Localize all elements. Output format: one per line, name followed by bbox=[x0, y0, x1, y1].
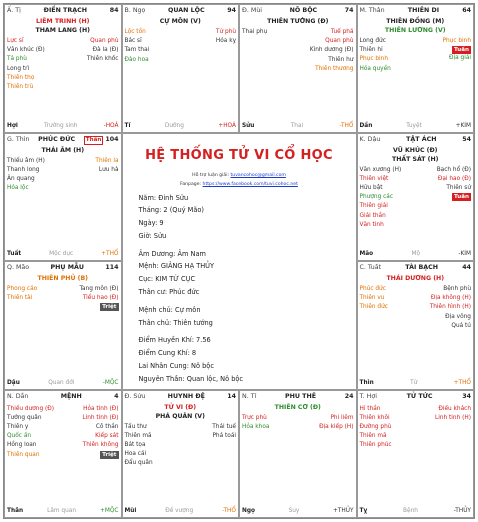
palace-name: TẬT ÁCH bbox=[406, 135, 437, 143]
minor-star: Thiên tài bbox=[7, 295, 33, 302]
info-hour: Giờ: Sửu bbox=[138, 231, 167, 240]
cell-position: N. Tí bbox=[242, 392, 257, 400]
cell-position: N. Dần bbox=[7, 392, 29, 400]
minor-stars bbox=[240, 26, 356, 74]
minor-star: Thiên đức bbox=[359, 304, 388, 311]
footer-stage: Lâm quan bbox=[47, 508, 76, 514]
minor-star: Tuế phá bbox=[330, 29, 354, 35]
palace-number: 64 bbox=[462, 7, 471, 14]
minor-star: Thiên quan bbox=[7, 451, 40, 458]
footer-stage: Mộ bbox=[411, 251, 421, 257]
triet-badge: Triệt bbox=[102, 451, 117, 458]
cell-thin[interactable] bbox=[4, 133, 122, 262]
minor-stars bbox=[123, 421, 239, 469]
footer-stage: Đế vượng bbox=[165, 508, 194, 514]
cell-position: M. Thân bbox=[359, 7, 385, 14]
minor-star: Thanh long bbox=[7, 166, 40, 173]
minor-star: Trực phù bbox=[242, 414, 267, 421]
minor-star: Thiên khốc bbox=[86, 56, 119, 63]
minor-star: Phượng các bbox=[359, 194, 394, 201]
minor-star: Địa không (H) bbox=[430, 295, 471, 302]
minor-star: Bác sĩ bbox=[124, 38, 142, 45]
triet-badge: Triệt bbox=[102, 304, 117, 311]
cell-footer bbox=[242, 122, 354, 130]
minor-star: Lộc tồn bbox=[124, 29, 146, 35]
major-star: THIÊN PHỦ (B) bbox=[37, 275, 89, 282]
cell-header bbox=[240, 5, 356, 17]
cell-dau[interactable] bbox=[357, 133, 475, 262]
minor-star: Văn xương (H) bbox=[359, 166, 402, 173]
major-star: THIÊN ĐỒNG (M) bbox=[386, 18, 445, 25]
cell-footer bbox=[7, 250, 119, 258]
cell-header bbox=[358, 391, 474, 403]
palace-number: 114 bbox=[105, 264, 119, 271]
info-nguyen-than: Nguyên Thần: Quan lộc, Nô bộc bbox=[138, 374, 244, 383]
center-info-panel bbox=[122, 133, 357, 390]
footer-element: +KIM bbox=[455, 122, 471, 129]
minor-stars bbox=[358, 35, 474, 74]
minor-star: Điếu khách bbox=[438, 405, 471, 412]
footer-branch: Tuất bbox=[7, 251, 22, 257]
palace-number: 94 bbox=[227, 7, 236, 14]
minor-star: Long trì bbox=[7, 65, 30, 72]
cell-header bbox=[5, 391, 121, 403]
major-star: THÁI DƯƠNG (H) bbox=[386, 275, 445, 282]
palace-number: 54 bbox=[462, 135, 471, 143]
support-email-link[interactable]: tuvancohoc@gmail.com bbox=[230, 172, 286, 178]
minor-star: Thiếu âm (H) bbox=[7, 157, 45, 164]
palace-name: TÀI BẠCH bbox=[405, 264, 439, 271]
major-star: THIÊN TƯỚNG (Đ) bbox=[267, 18, 329, 25]
major-star: VŨ KHÚC (Đ) bbox=[393, 146, 438, 154]
palace-name: PHÚC ĐỨC bbox=[38, 135, 76, 143]
minor-star: Tả phù bbox=[7, 56, 27, 63]
minor-star: Tử phù bbox=[215, 29, 236, 35]
major-star: THAM LANG (H) bbox=[35, 27, 90, 34]
minor-star: Hữu bật bbox=[359, 184, 383, 191]
cell-header bbox=[5, 262, 121, 274]
footer-branch: Tí bbox=[124, 122, 131, 129]
minor-star: Thiên giải bbox=[359, 203, 388, 210]
palace-number: 24 bbox=[344, 392, 354, 400]
minor-star: Thiên khôi bbox=[359, 414, 390, 421]
minor-star: Thiên sứ bbox=[446, 184, 471, 191]
minor-star: Thiên không bbox=[82, 442, 119, 449]
minor-star: Phúc đức bbox=[359, 286, 386, 292]
tuan-badge: Tuần bbox=[454, 194, 469, 201]
minor-star: Thiên việt bbox=[359, 175, 389, 182]
minor-star: Linh tinh (Đ) bbox=[82, 414, 119, 421]
minor-star: Hồng loan bbox=[7, 442, 37, 449]
minor-star: Bạch hổ (Đ) bbox=[436, 166, 471, 173]
cell-position: Đ. Sửu bbox=[124, 392, 146, 400]
palace-number: 14 bbox=[227, 392, 236, 400]
cell-header bbox=[123, 5, 239, 17]
minor-star: Văn khúc (Đ) bbox=[7, 47, 45, 54]
minor-star: Hoa cái bbox=[124, 451, 147, 458]
footer-element: +HOÁ bbox=[218, 122, 236, 129]
info-than-chu: Thân chủ: Thiên tướng bbox=[138, 318, 213, 327]
cell-position: Ấ. Tị bbox=[7, 7, 21, 14]
minor-star: Ân quang bbox=[7, 175, 35, 182]
footer-stage: Bệnh bbox=[403, 508, 418, 514]
footer-stage: Dưỡng bbox=[164, 122, 184, 129]
footer-branch: Mùi bbox=[124, 508, 137, 514]
minor-star: Thiên trù bbox=[7, 84, 34, 91]
chart-grid bbox=[3, 3, 475, 519]
info-day: Ngày: 9 bbox=[138, 219, 164, 228]
cell-footer bbox=[7, 507, 119, 515]
minor-star: Tướng quân bbox=[7, 414, 42, 421]
cell-footer bbox=[7, 122, 119, 130]
minor-star: Hóa lộc bbox=[7, 185, 29, 192]
minor-star: Long đức bbox=[359, 38, 386, 44]
palace-number: 44 bbox=[462, 264, 471, 271]
cell-position: Q. Mão bbox=[7, 264, 30, 271]
minor-star: Phi liêm bbox=[330, 414, 354, 421]
cell-position: G. Thìn bbox=[7, 135, 30, 143]
minor-star: Thiên mã bbox=[124, 432, 152, 439]
cell-header bbox=[5, 134, 121, 146]
minor-star: Thiên thương bbox=[315, 65, 354, 72]
footer-element: +MỘC bbox=[100, 508, 119, 514]
footer-branch: Thân bbox=[7, 508, 24, 514]
minor-stars bbox=[240, 412, 356, 432]
minor-star: Tiểu hao (Đ) bbox=[82, 295, 119, 302]
major-star: TỬ VI (Đ) bbox=[164, 403, 197, 411]
minor-star: Kiếp sát bbox=[95, 433, 119, 440]
minor-star: Hỉ thần bbox=[359, 405, 381, 412]
cell-footer bbox=[360, 122, 472, 130]
info-menh-chu: Mệnh chủ: Cự môn bbox=[138, 305, 201, 314]
fanpage-label: Fanpage: bbox=[180, 181, 202, 187]
info-cuc: Cục: KIM TỨ CỤC bbox=[138, 275, 196, 284]
palace-name: TỬ TỨC bbox=[406, 392, 433, 400]
minor-star: Đà la (Đ) bbox=[92, 47, 119, 54]
minor-star: Lưu hà bbox=[98, 166, 119, 173]
minor-star: Tang môn (Đ) bbox=[79, 286, 119, 292]
major-star: PHÁ QUÂN (V) bbox=[155, 412, 205, 420]
minor-star: Đào hoa bbox=[124, 56, 149, 63]
cell-footer bbox=[360, 379, 472, 387]
cell-hoi[interactable] bbox=[357, 390, 475, 519]
cell-header bbox=[358, 5, 474, 17]
footer-stage: Trường sinh bbox=[43, 122, 78, 129]
footer-branch: Mão bbox=[359, 251, 374, 257]
minor-star: Bát tọa bbox=[124, 441, 146, 448]
palace-name: MỆNH bbox=[60, 392, 82, 400]
tuan-badge: Tuần bbox=[454, 47, 469, 54]
footer-stage: Tử bbox=[410, 379, 418, 386]
cell-ty[interactable] bbox=[4, 4, 122, 133]
minor-star: Quan phù bbox=[325, 38, 354, 45]
cell-footer bbox=[125, 507, 237, 515]
footer-element: -THỔ bbox=[221, 508, 236, 514]
footer-stage: Thai bbox=[290, 122, 304, 129]
minor-star: Hỏa tinh (Đ) bbox=[83, 405, 119, 412]
cell-than[interactable] bbox=[357, 4, 475, 133]
palace-number: 84 bbox=[109, 7, 119, 14]
minor-stars bbox=[358, 283, 474, 331]
minor-star: Phong cáo bbox=[7, 286, 38, 292]
minor-stars bbox=[5, 283, 121, 311]
info-year: Năm: Đinh Sửu bbox=[138, 193, 189, 202]
minor-stars bbox=[5, 35, 121, 92]
major-star: THIÊN LƯƠNG (V) bbox=[384, 27, 446, 34]
major-star: LIÊM TRINH (H) bbox=[36, 18, 90, 25]
palace-number: 74 bbox=[344, 7, 354, 14]
minor-star: Thiên thọ bbox=[7, 74, 35, 81]
minor-stars bbox=[123, 26, 239, 65]
minor-star: Thiên y bbox=[7, 423, 29, 430]
minor-star: Thiên vu bbox=[359, 295, 385, 302]
minor-star: Địa kiếp (H) bbox=[319, 423, 354, 430]
minor-stars bbox=[5, 403, 121, 460]
minor-star: Hỏa khoa bbox=[242, 423, 270, 430]
major-star: CỰ MÔN (V) bbox=[159, 18, 201, 25]
minor-star: Thiên hỉ bbox=[359, 47, 383, 54]
page-title: HỆ THỐNG TỬ VI CỔ HỌC bbox=[145, 147, 333, 163]
birth-info-list bbox=[139, 192, 244, 386]
minor-star: Địa võng bbox=[445, 313, 471, 320]
minor-star: Linh tinh (H) bbox=[435, 414, 471, 421]
fanpage-link[interactable]: https://www.facebook.com/tuvi.cohoc.net bbox=[202, 181, 298, 187]
cell-position: T. Hợi bbox=[359, 392, 377, 400]
cell-footer bbox=[360, 507, 472, 515]
footer-element: -MỘC bbox=[102, 379, 119, 386]
cell-dan[interactable] bbox=[4, 390, 122, 519]
cell-header bbox=[358, 134, 474, 146]
minor-star: Địa giải bbox=[449, 55, 471, 62]
cell-position: K. Dậu bbox=[359, 135, 381, 143]
footer-element: -HOÁ bbox=[103, 122, 119, 129]
minor-star: Giải thần bbox=[359, 212, 386, 219]
info-than-cu: Thân cư: Phúc đức bbox=[138, 288, 200, 297]
minor-star: Đường phù bbox=[359, 423, 392, 430]
minor-star: Đại hao (Đ) bbox=[437, 175, 471, 182]
info-lai-nhan: Lai Nhân Cung: Nô bộc bbox=[138, 362, 214, 371]
cell-header bbox=[358, 262, 474, 274]
footer-stage: Quan đới bbox=[48, 379, 75, 386]
footer-branch: Hợi bbox=[7, 122, 18, 129]
footer-branch: Dần bbox=[359, 122, 373, 129]
minor-star: Kình dương (Đ) bbox=[309, 47, 354, 54]
minor-star: Thiên mã bbox=[359, 433, 387, 440]
minor-star: Thai phụ bbox=[242, 29, 268, 35]
minor-star: Tấu thư bbox=[124, 423, 147, 430]
minor-stars bbox=[358, 403, 474, 451]
minor-star: Phục binh bbox=[442, 38, 471, 44]
footer-branch: Sửu bbox=[242, 122, 255, 129]
cell-header bbox=[123, 391, 239, 403]
palace-name: NÔ BỘC bbox=[289, 7, 318, 14]
minor-star: Phục binh bbox=[359, 56, 389, 63]
minor-star: Quan phù bbox=[90, 38, 119, 44]
minor-star: Văn tinh bbox=[359, 221, 384, 228]
cell-ti[interactable] bbox=[239, 390, 357, 519]
palace-name: PHỤ MẪU bbox=[50, 264, 84, 271]
footer-branch: Thìn bbox=[359, 379, 374, 386]
cell-position: Đ. Mùi bbox=[242, 7, 263, 14]
minor-star: Thiếu dương (Đ) bbox=[7, 405, 55, 412]
footer-branch: Tỵ bbox=[359, 508, 368, 514]
minor-star: Bệnh phù bbox=[443, 286, 471, 292]
footer-element: -THỔ bbox=[339, 122, 354, 129]
cell-footer bbox=[360, 250, 472, 258]
footer-branch: Ngọ bbox=[242, 508, 255, 514]
major-star: THÁI ÂM (H) bbox=[41, 146, 85, 154]
info-am-duong: Âm Dương: Âm Nam bbox=[138, 249, 206, 258]
cell-mao[interactable] bbox=[4, 261, 122, 390]
minor-star: Phá toái bbox=[212, 432, 236, 439]
footer-branch: Dậu bbox=[7, 379, 20, 386]
palace-name: ĐIỀN TRẠCH bbox=[43, 7, 87, 14]
cell-header bbox=[240, 391, 356, 403]
cell-suu[interactable] bbox=[122, 390, 240, 519]
minor-star: Thiên phúc bbox=[359, 442, 392, 449]
minor-star: Hóa quyền bbox=[359, 65, 391, 72]
cell-tuat[interactable] bbox=[357, 261, 475, 390]
cell-ngo[interactable] bbox=[122, 4, 240, 133]
minor-star: Đẩu quân bbox=[124, 460, 153, 467]
cell-footer bbox=[242, 507, 354, 515]
info-huyen-khi: Điểm Huyền Khí: 7.56 bbox=[138, 336, 211, 345]
than-marker: Thân bbox=[85, 136, 102, 143]
footer-element: +THỦY bbox=[332, 508, 354, 514]
footer-element: -KIM bbox=[458, 251, 471, 257]
footer-element: +THỔ bbox=[453, 379, 471, 386]
minor-star: Cô thần bbox=[95, 423, 119, 430]
minor-stars bbox=[5, 155, 121, 194]
cell-header bbox=[5, 5, 121, 17]
cell-footer bbox=[7, 379, 119, 387]
palace-name: THIÊN DI bbox=[407, 7, 440, 14]
minor-star: Lực sĩ bbox=[7, 38, 24, 44]
cell-position: B. Ngọ bbox=[124, 7, 146, 14]
cell-position: C. Tuất bbox=[359, 264, 382, 271]
palace-number: 34 bbox=[462, 392, 471, 400]
major-star: THẤT SÁT (H) bbox=[391, 155, 439, 163]
cell-footer bbox=[125, 122, 237, 130]
support-block bbox=[123, 171, 356, 189]
minor-star: Thiên hình (H) bbox=[429, 304, 471, 311]
support-label: Hỗ trợ luận giải: bbox=[192, 172, 230, 178]
minor-star: Quốc ấn bbox=[7, 433, 32, 440]
footer-stage: Suy bbox=[288, 508, 300, 514]
minor-star: Quả tú bbox=[451, 322, 471, 329]
minor-star: Hóa kỵ bbox=[215, 38, 236, 45]
footer-stage: Tuyệt bbox=[406, 122, 422, 129]
minor-star: Thiên la bbox=[95, 157, 119, 164]
palace-name: HUYNH ĐỆ bbox=[167, 392, 205, 400]
footer-stage: Mộc dục bbox=[49, 251, 74, 257]
major-star: THIÊN CƠ (Đ) bbox=[274, 403, 321, 411]
palace-name: QUAN LỘC bbox=[168, 7, 205, 14]
palace-number: 104 bbox=[105, 135, 119, 143]
info-month: Tháng: 2 (Quý Mão) bbox=[138, 206, 204, 215]
minor-stars bbox=[358, 164, 474, 230]
cell-mui[interactable] bbox=[239, 4, 357, 133]
footer-element: -THỦY bbox=[453, 508, 471, 514]
palace-name: PHU THÊ bbox=[284, 392, 317, 400]
palace-number: 4 bbox=[114, 392, 119, 400]
info-menh: Mệnh: GIẢNG HẠ THỦY bbox=[138, 262, 215, 271]
footer-element: +THỔ bbox=[101, 251, 119, 257]
minor-star: Thiên hư bbox=[328, 56, 354, 63]
minor-star: Thái tuế bbox=[212, 423, 236, 430]
minor-star: Tam thai bbox=[124, 47, 150, 54]
info-cung-khi: Điểm Cung Khí: 8 bbox=[138, 349, 197, 358]
